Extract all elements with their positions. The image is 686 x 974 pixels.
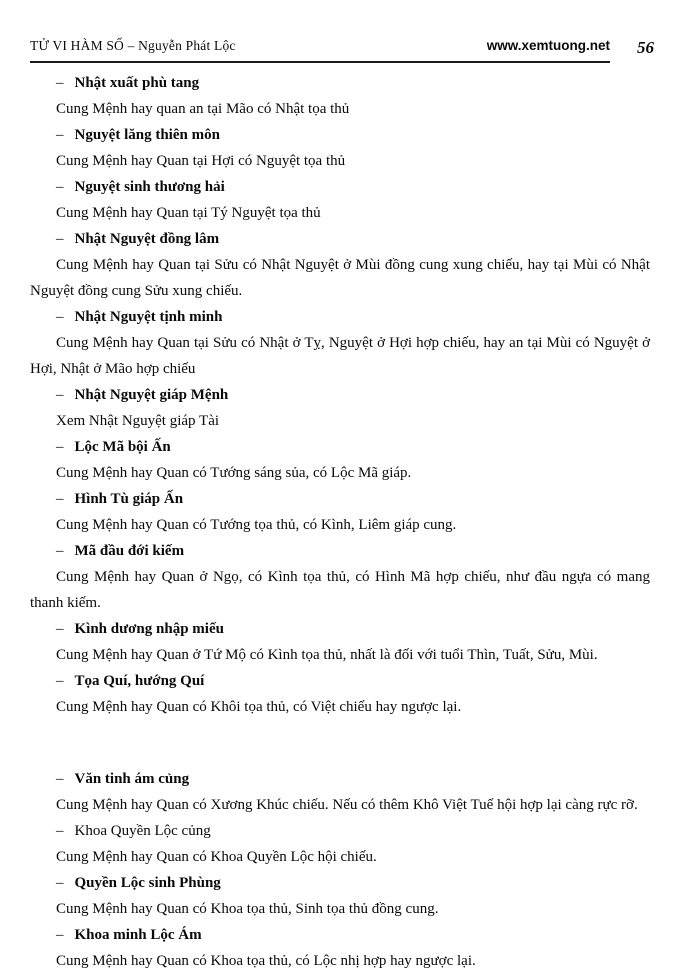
bullet-dash: – (56, 491, 64, 507)
entry-heading: Nhật Nguyệt tịnh minh (74, 309, 223, 325)
entry-heading-line (30, 538, 650, 564)
entry (30, 538, 650, 616)
entry (30, 434, 650, 486)
entry-body: Cung Mệnh hay Quan ở Ngọ, có Kình tọa thủ, có Hình Mã hợp chiếu, như đầu ngựa có mang thanh kiếm. (30, 569, 650, 611)
entry-heading: Văn tinh ám củng (74, 771, 190, 787)
entry (30, 616, 650, 668)
bullet-dash: – (56, 309, 64, 325)
entry-list (30, 70, 650, 974)
entry-heading-line (30, 870, 650, 896)
entry-body: Cung Mệnh hay Quan tại Sửu có Nhật ở Tỵ, Nguyệt ở Hợi hợp chiếu, hay an tại Mùi có Nguyệt ở Hợi, Nhật ở Mão hợp chiếu (30, 335, 650, 377)
entry (30, 870, 650, 922)
entry-body: Cung Mệnh hay Quan có Khôi tọa thủ, có Việt chiếu hay ngược lại. (56, 699, 462, 715)
bullet-dash: – (56, 927, 64, 943)
bullet-dash: – (56, 75, 64, 91)
bullet-dash: – (56, 771, 64, 787)
entry (30, 818, 650, 870)
entry-body: Cung Mệnh hay Quan có Khoa tọa thủ, có Lộc nhị hợp hay ngược lại. (56, 953, 476, 969)
bullet-dash: – (56, 543, 64, 559)
entry-body: Cung Mệnh hay Quan tại Tý Nguyệt tọa thủ (56, 205, 321, 221)
bullet-dash: – (56, 823, 64, 839)
entry-heading-line (30, 174, 650, 200)
entry (30, 304, 650, 382)
entry-heading: Khoa minh Lộc Ám (74, 927, 202, 943)
entry (30, 922, 650, 974)
entry-heading: Lộc Mã bội Ấn (74, 439, 171, 455)
entry (30, 382, 650, 434)
entry (30, 486, 650, 538)
entry-body: Cung Mệnh hay Quan có Khoa Quyền Lộc hội chiếu. (56, 849, 377, 865)
entry-heading-line (30, 122, 650, 148)
entry-body: Cung Mệnh hay quan an tại Mão có Nhật tọa thủ (56, 101, 350, 117)
entry-body: Cung Mệnh hay Quan có Tướng tọa thủ, có Kình, Liêm giáp cung. (56, 517, 457, 533)
entry-heading: Nhật Nguyệt giáp Mệnh (74, 387, 229, 403)
entry-heading: Nhật Nguyệt đồng lâm (74, 231, 220, 247)
entry-heading-line (30, 226, 650, 252)
entry-body: Xem Nhật Nguyệt giáp Tài (56, 413, 220, 429)
entry-body: Cung Mệnh hay Quan có Khoa tọa thủ, Sinh tọa thủ đồng cung. (56, 901, 439, 917)
bullet-dash: – (56, 439, 64, 455)
website-url: www.xemtuong.net (486, 38, 610, 53)
bullet-dash: – (56, 387, 64, 403)
page-number: 56 (637, 38, 654, 57)
entry-heading-line (30, 304, 650, 330)
bullet-dash: – (56, 621, 64, 637)
entry-heading-line (30, 434, 650, 460)
entry-heading: Tọa Quí, hướng Quí (74, 673, 205, 689)
entry (30, 226, 650, 304)
entry-body: Cung Mệnh hay Quan có Tướng sáng sủa, có Lộc Mã giáp. (56, 465, 412, 481)
bullet-dash: – (56, 127, 64, 143)
entry-heading-line (30, 382, 650, 408)
page-header (30, 38, 610, 63)
entry-heading-line (30, 668, 650, 694)
entry-heading: Kình dương nhập miếu (74, 621, 224, 637)
entry (30, 668, 650, 720)
entry-heading: Nguyệt sinh thương hải (74, 179, 225, 195)
entry-heading-line (30, 766, 650, 792)
entry-heading-line (30, 818, 650, 844)
bullet-dash: – (56, 179, 64, 195)
bullet-dash: – (56, 231, 64, 247)
entry-heading: Hình Tù giáp Ấn (74, 491, 184, 507)
entry-heading: Nguyệt lăng thiên môn (74, 127, 220, 143)
entry-body: Cung Mệnh hay Quan tại Hợi có Nguyệt tọa thủ (56, 153, 346, 169)
entry-heading-line (30, 616, 650, 642)
entry (30, 174, 650, 226)
entry (30, 766, 650, 818)
entry (30, 122, 650, 174)
entry-body: Cung Mệnh hay Quan ở Tứ Mộ có Kình tọa thủ, nhất là đối với tuổi Thìn, Tuất, Sửu, Mùi. (56, 647, 598, 663)
entry-heading-line (30, 70, 650, 96)
book-title: TỬ VI HÀM SỐ – Nguyễn Phát Lộc (30, 38, 236, 53)
entry-heading: Khoa Quyền Lộc củng (74, 823, 211, 839)
bullet-dash: – (56, 875, 64, 891)
bullet-dash: – (56, 673, 64, 689)
entry-heading-line (30, 922, 650, 948)
entry-body: Cung Mệnh hay Quan tại Sửu có Nhật Nguyệt ở Mùi đồng cung xung chiếu, hay tại Mùi có Nhật Nguyệt đồng cung Sửu xung chiếu. (30, 257, 650, 299)
entry-body: Cung Mệnh hay Quan có Xương Khúc chiếu. Nếu có thêm Khô Việt Tuế hội hợp lại càng rực rỡ. (56, 797, 638, 813)
entry (30, 70, 650, 122)
entry-heading: Nhật xuất phù tang (74, 75, 200, 91)
entry-heading: Quyền Lộc sinh Phùng (74, 875, 221, 891)
entry-heading: Mã đầu đới kiếm (74, 543, 185, 559)
entry-heading-line (30, 486, 650, 512)
